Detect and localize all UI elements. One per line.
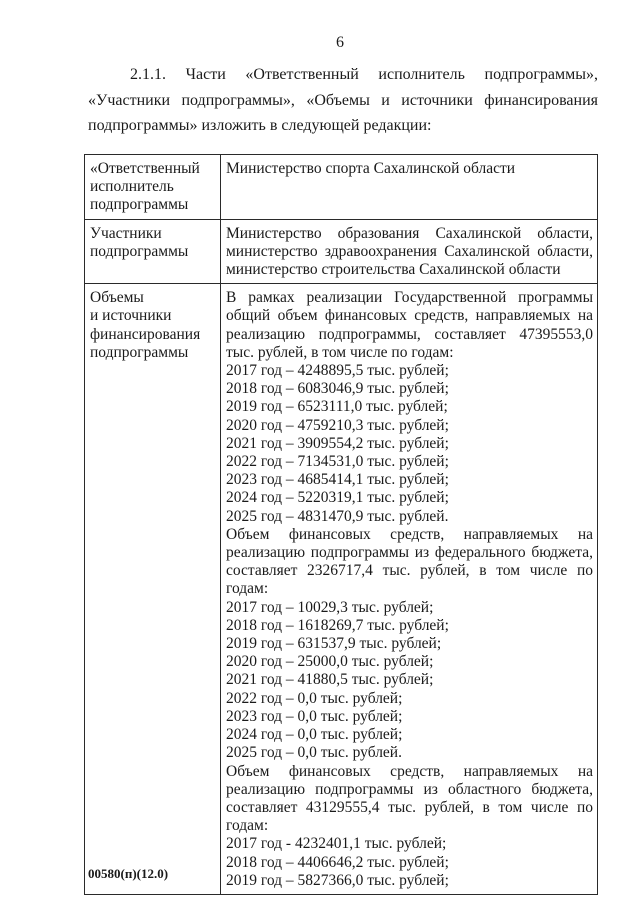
table-row-participants (85, 219, 598, 284)
funding-value (221, 284, 598, 895)
funding-label (85, 284, 221, 895)
table-row-funding (85, 284, 598, 895)
federal-year-item: 2018 год – 1618269,7 тыс. рублей; (226, 616, 449, 634)
federal-year-item: 2019 год – 631537,9 тыс. рублей; (226, 635, 442, 653)
participants-value: Министерство образования Сахалинской области, министерство здравоохранения Сахалинской области, министерство строительства Сахалинской области (221, 219, 598, 284)
responsible-value: Министерство спорта Сахалинской области (221, 155, 598, 220)
passport-table (84, 154, 598, 895)
regional-funding-text: Объем финансовых средств, направляемых на реализацию подпрограммы из областного бюджета, составляет 43129555,4 тыс. рублей, в том числе по годам: (226, 762, 593, 835)
total-year-item: 2018 год – 6083046,9 тыс. рублей; (226, 380, 449, 398)
federal-year-item: 2017 год – 10029,3 тыс. рублей; (226, 598, 434, 616)
funding-label-line: и источники (90, 307, 172, 325)
federal-year-item: 2025 год – 0,0 тыс. рублей. (226, 744, 402, 762)
regional-year-item: 2019 год – 5827366,0 тыс. рублей; (226, 871, 449, 889)
federal-funding-text: Объем финансовых средств, направляемых на реализацию подпрограммы из федерального бюджета, составляет 2326717,4 тыс. рублей, в том числе по годам: (226, 525, 593, 598)
total-year-item: 2020 год – 4759210,3 тыс. рублей; (226, 416, 449, 434)
federal-year-item: 2024 год – 0,0 тыс. рублей; (226, 726, 403, 744)
total-year-item: 2019 год – 6523111,0 тыс. рублей; (226, 398, 448, 416)
total-year-item: 2024 год – 5220319,1 тыс. рублей; (226, 489, 449, 507)
intro-paragraph (88, 62, 598, 139)
total-year-item: 2025 год – 4831470,9 тыс. рублей. (226, 507, 449, 525)
table-row-responsible (85, 155, 598, 220)
page-number: 6 (336, 34, 344, 51)
regional-year-item: 2018 год – 4406646,2 тыс. рублей; (226, 853, 449, 871)
total-year-item: 2022 год – 7134531,0 тыс. рублей; (226, 453, 449, 471)
federal-year-item: 2020 год – 25000,0 тыс. рублей; (226, 653, 434, 671)
funding-label-line: Объемы (90, 289, 144, 307)
federal-year-item: 2023 год – 0,0 тыс. рублей; (226, 707, 403, 725)
federal-year-item: 2022 год – 0,0 тыс. рублей; (226, 689, 403, 707)
document-code: 00580(п)(12.0) (88, 866, 169, 881)
intro-text: 2.1.1. Части «Ответственный исполнитель подпрограммы», «Участники подпрограммы», «Объемы и источники финансирования подпрограммы» изложить в следующей редакции: (88, 66, 598, 134)
total-year-item: 2023 год – 4685414,1 тыс. рублей; (226, 471, 449, 489)
federal-year-item: 2021 год – 41880,5 тыс. рублей; (226, 671, 434, 689)
total-year-item: 2017 год – 4248895,5 тыс. рублей; (226, 362, 449, 380)
regional-year-item: 2017 год - 4232401,1 тыс. рублей; (226, 835, 447, 853)
funding-label-line: финансирования (90, 325, 201, 343)
total-year-item: 2021 год – 3909554,2 тыс. рублей; (226, 434, 449, 452)
funding-label-line: подпрограммы (90, 343, 189, 361)
participants-label: Участники подпрограммы (85, 219, 221, 284)
total-funding-text: В рамках реализации Государственной программы общий объем финансовых средств, направляемых на реализацию подпрограммы, составляет 47395553,0 тыс. рублей, в том числе по годам: (226, 289, 593, 361)
responsible-label: «Ответственный исполнитель подпрограммы (85, 155, 221, 220)
